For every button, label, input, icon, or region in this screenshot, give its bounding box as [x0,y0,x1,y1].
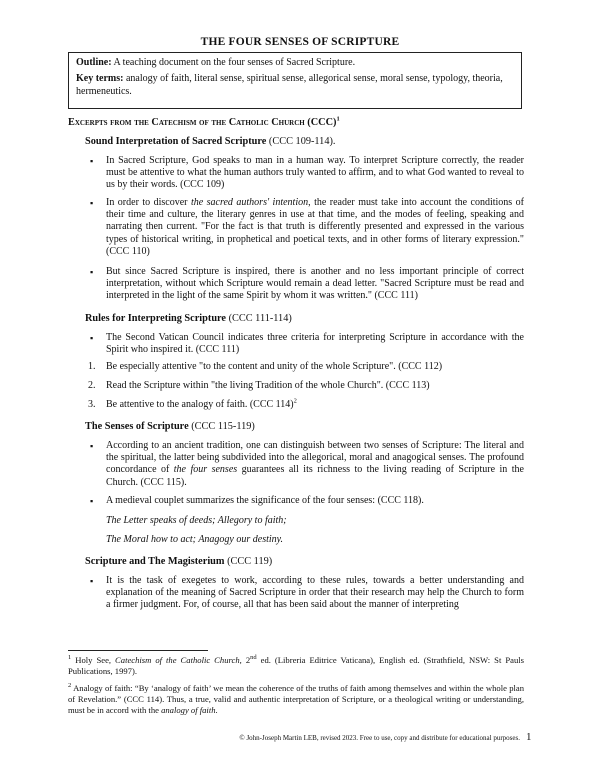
footnote-1 [68,655,524,677]
paragraph: But since Sacred Scripture is inspired, there is another and no less important principle of correct interpretation, without which Scripture would remain a dead letter. "Sacred Scripture must be read and interpreted in the light of the same Spirit by whom it was written." (CCC 111) [106,266,524,302]
bullet-icon: ▪ [90,441,94,451]
numbered-item: Read the Scripture within "the living Tradition of the whole Church". (CCC 113) [106,380,430,391]
paragraph [106,440,524,489]
italic-run: analogy of faith [161,705,216,715]
text-run: ed. (Libreria Editrice Vaticana), English ed. (Strathfield, NSW: St Pauls Publications, 1997). [68,655,524,676]
subheading-ref: (CCC 115-119) [188,421,255,432]
numbered-item: Be especially attentive "to the content and unity of the whole Scripture". (CCC 112) [106,361,443,372]
bullet-icon: ▪ [90,198,94,208]
verse-line: The Moral how to act; Anagogy our destiny. [106,534,284,545]
subheading-ref: (CCC 111-114) [226,313,292,324]
paragraph: The Second Vatican Council indicates three criteria for interpreting Scripture in accordance with the Spirit who inspired it. (CCC 111) [106,332,524,356]
section-heading [68,117,340,128]
subheading-text: Rules for Interpreting Scripture [85,313,226,324]
footnote-number: 1 [68,654,72,662]
list-number: 1. [88,361,96,372]
text-run: According to an ancient tradition, one can distinguish between two senses of Scripture: The literal and the spiritual, the latter being subdivided into the allegorical, moral and anagogical senses. The profound concordance of [106,440,524,476]
bullet-icon: ▪ [90,156,94,166]
outline-text: A teaching document on the four senses of Sacred Scripture. [111,57,356,68]
subheading-magisterium [85,556,272,567]
bullet-icon: ▪ [90,333,94,343]
italic-run: the sacred authors' intention [190,197,309,208]
keyterms-text: analogy of faith, literal sense, spiritual sense, allegorical sense, moral sense, typology, theoria, hermeneutics. [76,73,503,97]
subheading-text: Sound Interpretation of Sacred Scripture [85,136,267,147]
subheading-senses [85,421,255,432]
document-title: THE FOUR SENSES OF SCRIPTURE [200,36,400,48]
text-run: . [215,705,218,715]
subheading-text: The Senses of Scripture [85,421,189,432]
list-number: 3. [88,399,96,410]
outline-label: Outline: [76,57,112,68]
section-heading-text: Excerpts from the Catechism of the Catholic Church (CCC) [68,117,337,128]
text-run: In order to discover [106,197,191,208]
italic-run: Catechism of the Catholic Church [115,655,240,665]
subheading-text: Scripture and The Magisterium [85,556,225,567]
text-run: Holy See, [71,655,116,665]
footnote-divider [68,650,208,651]
copyright-footer: © John-Joseph Martin LEB, revised 2023. Free to use, copy and distribute for educational purposes. [239,734,520,742]
text-run: , 2 [239,655,251,665]
text-run: Be attentive to the analogy of faith. (CCC 114) [106,399,294,410]
footnote-2 [68,683,524,716]
text-run: guarantees all its richness to the living reading of Scripture in the Church. (CCC 115). [106,464,524,488]
subheading-rules [85,313,292,324]
paragraph: It is the task of exegetes to work, according to these rules, towards a better understanding and explanation of the meaning of Sacred Scripture in order that their research may help the Church to form a firmer judgment. For, of course, all that has been said about the manner of interpreting [106,575,524,611]
list-number: 2. [88,380,96,391]
keyterms-label: Key terms: [76,73,124,85]
footnote-ref-2[interactable]: 2 [293,397,297,405]
outline-box [68,52,522,109]
footnote-ref-1[interactable]: 1 [336,115,340,123]
paragraph: In Sacred Scripture, God speaks to man in a human way. To interpret Scripture correctly, the reader must be attentive to what the human authors truly wanted to affirm, and to what God wanted to reveal to us by their words. (CCC 109) [106,155,524,191]
text-run: Analogy of faith: “By ‘analogy of faith’ we mean the coherence of the truths of faith among themselves and within the whole plan of Revelation.” (CCC 114). Thus, a true, valid and authentic interpretation of Scripture, or a theological writing or understanding, must be in accord with the [68,683,524,715]
verse-line: The Letter speaks of deeds; Allegory to faith; [106,515,287,526]
keyterms-line [76,73,514,98]
numbered-item [106,399,524,411]
bullet-icon: ▪ [90,576,94,586]
paragraph [106,197,524,258]
subheading-ref: (CCC 109-114). [266,136,336,147]
paragraph: A medieval couplet summarizes the significance of the four senses: (CCC 118). [106,495,424,506]
subheading-sound-interpretation [85,136,335,147]
subheading-ref: (CCC 119) [224,556,273,567]
text-run: , the reader must take into account the conditions of their time and culture, the literary genres in use at that time, and the modes of feeling, speaking and narrating then current. "For the fact is that truth is differently presented and expressed in the various types of historical writing, in prophetical and poetical texts, and in other forms of literary expression." (CCC 110) [106,197,524,257]
italic-run: the four senses [173,464,238,476]
bullet-icon: ▪ [90,496,94,506]
bullet-icon: ▪ [90,267,94,277]
superscript: nd [250,654,257,662]
page-number: 1 [526,731,532,743]
outline-line [76,57,514,69]
footnote-number: 2 [68,682,72,690]
